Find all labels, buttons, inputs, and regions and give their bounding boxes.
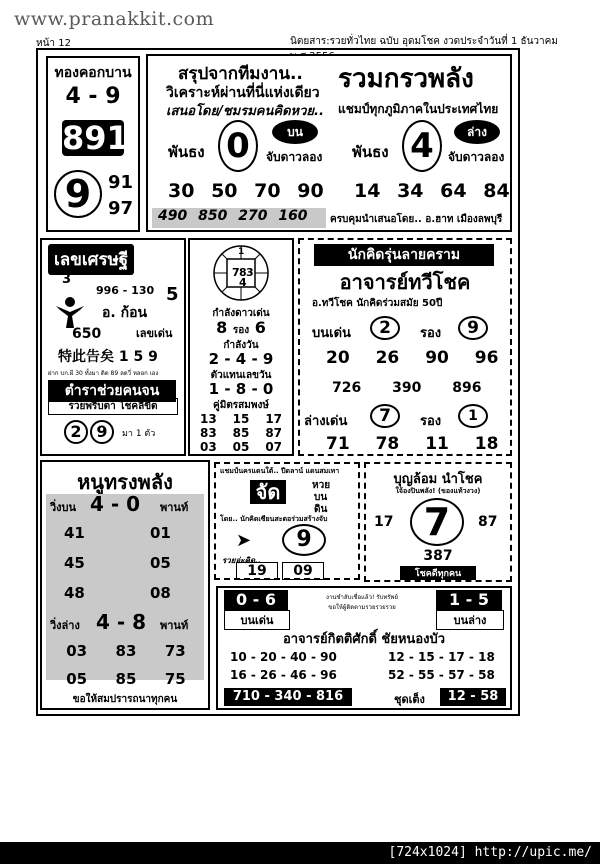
bottom-numbers (326, 434, 498, 454)
low-grid (52, 642, 200, 688)
name-text: อ. ก้อน (102, 305, 148, 321)
phanthong-top-label: พันธง (168, 143, 205, 161)
num: 05 (150, 554, 171, 572)
num: 11 (425, 434, 449, 454)
panel-boonlom (364, 462, 512, 582)
right-numbers (354, 180, 510, 202)
label: กำลังดาวเด่น (212, 308, 270, 319)
wheel-num: 8 (239, 266, 247, 279)
text-line: 3 (62, 272, 72, 287)
cell: 13 (199, 412, 217, 426)
num: 50 (211, 180, 238, 202)
value-box: 1 - 5 (436, 590, 502, 610)
label: คู่มิตรสมพงษ์ (213, 400, 269, 411)
num: 84 (483, 180, 510, 202)
num: 6 (254, 318, 266, 337)
digit-oval: 9 (458, 316, 488, 340)
wheel-num: 3 (246, 266, 254, 279)
num: 71 (326, 434, 350, 454)
pair-grid (192, 412, 290, 454)
text-line: 996 - 130 (96, 284, 155, 297)
wheel-icon (212, 244, 270, 302)
num: 08 (150, 584, 171, 602)
three-box: 710 - 340 - 816 (224, 688, 352, 706)
panel-title: บุญล้อม นำโชค (393, 472, 483, 487)
label: ดิน (314, 504, 328, 515)
panel-title: หนูทรงพลัง (77, 470, 173, 494)
banner: ตำราช่วยคนจน (48, 380, 176, 402)
cell: 87 (265, 426, 283, 440)
label: ตัวแทนเลขวัน (210, 370, 272, 381)
num: 160 (278, 208, 308, 224)
pair-line (190, 318, 292, 338)
num: 390 (392, 380, 422, 396)
analysis-line: วิเคราะห์ผ่านที่นี่แห่งเดียว (166, 85, 320, 101)
phanthong-bottom-digit: 4 (402, 120, 442, 172)
numbers: 1 - 8 - 0 (208, 380, 274, 398)
cell: 85 (232, 426, 250, 440)
bottom-sub: จับดาวลอง (448, 150, 505, 164)
tag-banner: นักคิดรุ่นลายคราม (314, 244, 494, 266)
panel-ruamkrongphalang (146, 54, 512, 232)
num: 8 (216, 318, 228, 337)
num: 90 (425, 348, 449, 368)
panel-nusongphalang (40, 460, 210, 710)
footer-tag: โชคดีทุกคน (400, 566, 476, 580)
panel-lekseatthi (40, 238, 186, 456)
num: 270 (238, 208, 268, 224)
text-line: 5 (166, 284, 179, 305)
champion-line: แชมป์ทุกภูมิภาคในประเทศไทย (338, 102, 499, 116)
label: พานท์ (160, 501, 189, 514)
pair-number: 4 - 9 (65, 84, 121, 109)
cell: 73 (164, 642, 186, 660)
bottom-tag: ล่าง (454, 120, 500, 144)
digit-circle: 2 (64, 420, 88, 444)
text-line: 650 (72, 326, 102, 342)
num: 64 (440, 180, 467, 202)
page-number: หน้า 12 (36, 38, 71, 49)
label: พานท์ (160, 619, 189, 632)
num-box: 09 (282, 562, 324, 580)
num: 726 (332, 380, 362, 396)
label: กำลังวัน (223, 340, 259, 351)
three-digit: 891 (62, 119, 129, 157)
digit-circle: 9 (90, 420, 114, 444)
cell: 05 (232, 440, 250, 454)
digit-oval: 1 (458, 404, 488, 428)
value: 4 - 0 (90, 492, 141, 516)
value-box: 0 - 6 (224, 590, 288, 610)
number-91: 91 (108, 172, 134, 193)
left-numbers (168, 180, 324, 202)
subtitle: ใจ้องปินพลัง! (ของแท้วงวง) (395, 487, 481, 495)
figure-icon (52, 294, 88, 330)
panel-title: ทองคอกบาน (54, 65, 132, 81)
panel-thongkhokban (46, 56, 140, 232)
panel-title: อาจารย์กิตติศักดิ์ ชัยหนองบัว (282, 632, 446, 647)
three-number: 387 (423, 548, 453, 564)
cell: 07 (265, 440, 283, 454)
summary-heading: สรุปจากทีมงาน.. (178, 64, 303, 84)
top-numbers (326, 348, 498, 368)
label: ชุดเต็ง (394, 693, 425, 706)
text-line: 特此告矣 1 5 9 (58, 349, 158, 365)
num: 78 (375, 434, 400, 454)
digit-oval: 7 (370, 404, 400, 428)
cell: 03 (199, 440, 217, 454)
panel-wheel (188, 238, 294, 456)
top-tag: บน (272, 120, 318, 144)
num: 41 (64, 524, 85, 542)
footer-bar: [724x1024] http://upic.me/ (0, 842, 600, 864)
num: 17 (374, 514, 394, 530)
cell: 15 (232, 412, 250, 426)
phanthong-bottom-label: พันธง (352, 143, 389, 161)
value: 4 - 8 (96, 610, 147, 634)
sub-text: โดย.. นักคิดเซียนสะตอร่วมสร้างจับ (220, 515, 328, 523)
num: 87 (478, 514, 498, 530)
cell: 75 (164, 670, 186, 688)
three-numbers (152, 208, 326, 228)
wheel-num: 4 (239, 276, 247, 289)
big-text: จัด (250, 480, 286, 504)
cell: 05 (66, 670, 88, 688)
panel-ajarn-kittisak (216, 586, 512, 710)
cell: 83 (115, 642, 137, 660)
single-digit: 9 (54, 170, 102, 218)
cell: 03 (66, 642, 88, 660)
num-box: 19 (236, 562, 278, 580)
label: ล่างเด่น (304, 414, 348, 429)
phanthong-top-digit: 0 (218, 120, 258, 172)
small-text: ฝาก บก.ผี 30 ทั้งมา ดิด 89 ลดวี่ หลอก เอง (48, 370, 159, 377)
numbers: 16 - 26 - 46 - 96 (230, 668, 337, 682)
num: 490 (158, 208, 188, 224)
tag-text: เลขเด่น (136, 327, 173, 340)
numbers: 10 - 20 - 40 - 90 (230, 650, 337, 664)
wish-text: ขอให้สมปรารถนาทุกคน (72, 694, 178, 705)
num: 96 (474, 348, 499, 368)
digit-oval: 2 (370, 316, 400, 340)
subtitle: อ.ทวีโชค นักคิดร่วมสมัย 50ปี (312, 298, 443, 309)
numbers: 52 - 55 - 57 - 58 (388, 668, 495, 682)
logo-text: รวมกรวพลัง (338, 64, 474, 94)
digit-oval: 7 (410, 498, 464, 546)
tag: บนเด่น (224, 610, 290, 630)
three-numbers (332, 380, 481, 396)
num: 45 (64, 554, 85, 572)
lucky-text: รวยจ่ะคิด.. (222, 556, 262, 565)
newspaper-page (36, 48, 520, 716)
set-box: 12 - 58 (440, 688, 506, 706)
num: 90 (297, 180, 324, 202)
mid-text: งานชำลับเชื่อแล้ว! รับทรัพย์ (326, 594, 398, 601)
number-97: 97 (108, 198, 134, 219)
num: 18 (474, 434, 499, 454)
credit-line: ครบคุมนำเสนอโดย.. อ.ฮาท เมืองลพบุรี (330, 214, 503, 225)
num: 850 (198, 208, 228, 224)
wheel-num: 1 (238, 247, 245, 257)
presented-by: เสนอโดย/ชมรมคนคิดหวย.. (166, 104, 324, 119)
num: 14 (354, 180, 381, 202)
label: รอง (420, 414, 442, 429)
num: 30 (168, 180, 195, 202)
digit-oval: 9 (282, 524, 326, 556)
num: 26 (375, 348, 400, 368)
numbers: 2 - 4 - 9 (208, 350, 274, 368)
cell: 83 (199, 426, 217, 440)
label: วิ่งล่าง (50, 619, 80, 632)
num: 34 (397, 180, 424, 202)
label: บนเด่น (312, 326, 351, 341)
mid-text: ขอให้ผู้ติดตามรวยรวยรวย (328, 604, 396, 611)
num: 70 (254, 180, 281, 202)
cell: 85 (115, 670, 137, 688)
note: มา 1 ตัว (122, 429, 156, 439)
label: วิ่งบน (50, 501, 77, 514)
rong: รอง (232, 325, 250, 336)
label: หวย (312, 480, 331, 491)
panel-title: เลขเศรษฐี (48, 244, 134, 275)
num: 20 (326, 348, 350, 368)
label: บน (314, 492, 328, 503)
panel-ajarn-thawichok (298, 238, 512, 456)
num: 01 (150, 524, 171, 542)
issue-header: นิตยสาร:รวยทั่วไทย ฉบับ อุดมโชค งวดประจำวันที่ 1 ธันวาคม (290, 36, 558, 47)
top-sub: จับดาวลอง (266, 150, 323, 164)
site-url: www.pranakkit.com (14, 8, 215, 30)
top-text: แชมป์นครแดนใต้.. ปีดลาน์ แดนสมเทา (220, 467, 340, 475)
arrow-icon: ➤ (236, 530, 252, 551)
panel-south-champion (214, 462, 360, 580)
wheel-num: 7 (232, 266, 240, 279)
numbers: 12 - 15 - 17 - 18 (388, 650, 495, 664)
label: รอง (420, 326, 442, 341)
panel-title: อาจารย์ทวีโชค (339, 270, 471, 294)
num: 896 (452, 380, 482, 396)
banner-sub: รวยพริบตา โชคลิขิต (48, 398, 178, 415)
cell: 17 (265, 412, 283, 426)
tag: บนล่าง (436, 610, 504, 630)
num: 48 (64, 584, 85, 602)
